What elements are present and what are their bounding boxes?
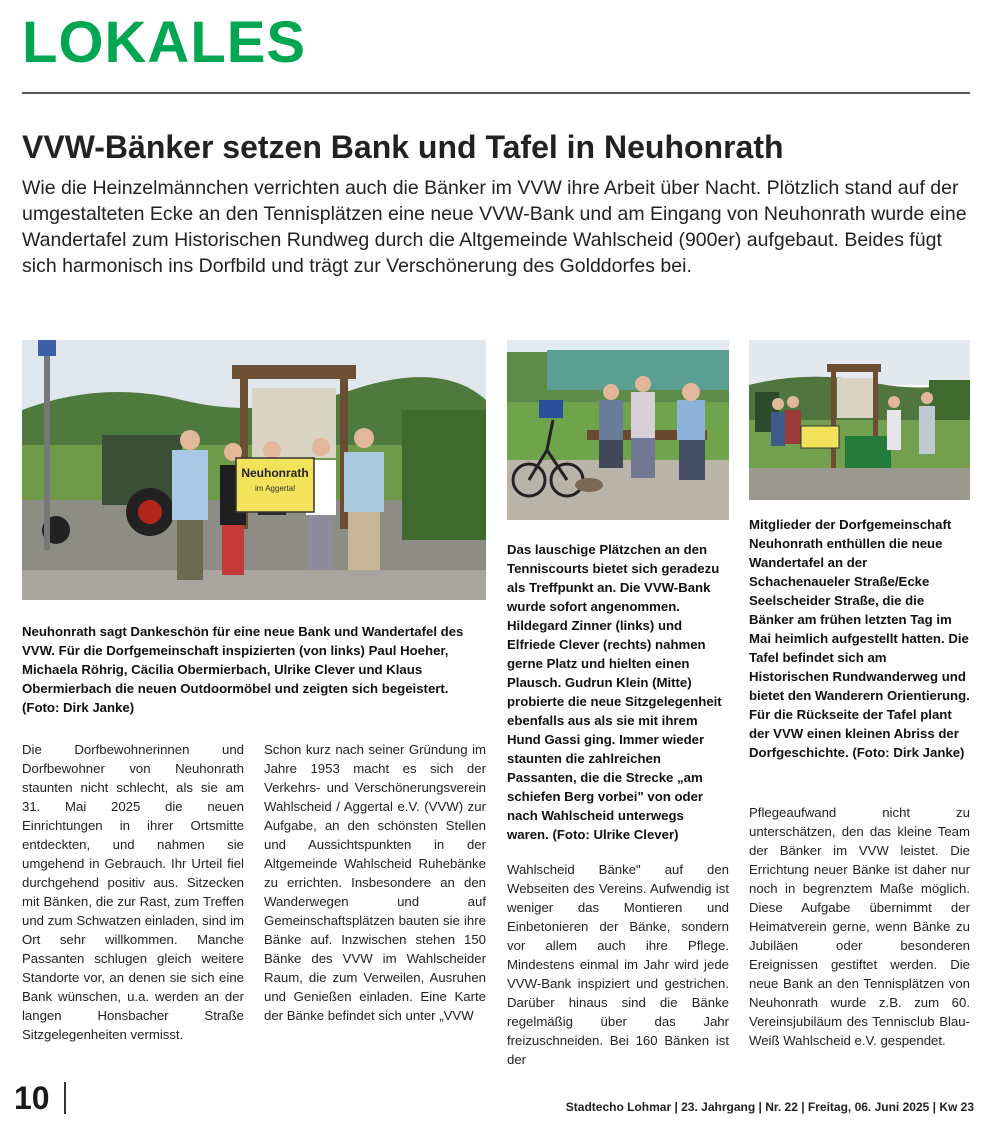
photo-unveiling-sign bbox=[749, 340, 970, 500]
section-title: LOKALES bbox=[22, 10, 307, 75]
footer-publication-info: Stadtecho Lohmar | 23. Jahrgang | Nr. 22 | Freitag, 06. Juni 2025 | Kw 23 bbox=[565, 1100, 974, 1114]
header-rule bbox=[22, 92, 970, 94]
article-lead: Wie die Heinzelmännchen verrichten auch die Bänker im VVW ihre Arbeit über Nacht. Plötzlich stand auf der umgestalteten Ecke an den Tennisplätzen eine neue VVW-Bank und am Eingang von Neuhonrath wurde eine Wandertafel zum Historischen Rundweg durch die Altgemeinde Wahlscheid (900er) aufgebaut. Beides fügt sich harmonisch ins Dorfbild und trägt zur Verschönerung des Golddorfes bei. bbox=[22, 177, 967, 277]
caption-sign-photo: Mitglieder der Dorfgemeinschaft Neuhonrath enthüllen die neue Wandertafel an der Schachenaueler Straße/Ecke Seelscheider Straße, die die Bänker am frühen letzten Tag im Mai heimlich aufgestellt hatten. Die Tafel befindet sich am Historischen Rundwanderweg und bietet den Wanderern Orientierung. Für die Rückseite der Tafel plant der VVW einen kleinen Abriss der Dorfgeschichte. (Foto: Dirk Janke) bbox=[749, 517, 970, 760]
photo-bench-tennis bbox=[507, 340, 729, 520]
body-column-1: Die Dorfbewohnerinnen und Dorfbewohner von Neuhonrath staunten nicht schlecht, als sie am 31. Mai 2025 die neuen Einrichtungen in ihrer Ortsmitte entdeckten, und nahmen sie umgehend in Gebrauch. Ihr Urteil fiel durchgehend positiv aus. Sitzecken mit Bänken, die zur Rast, zum Treffen und zum Schwatzen einladen, sind im Ort sehr willkommen. Manche Passanten schlugen gleich weitere Standorte vor, an denen sie sich eine Bank wünschen, u.a. werden an der langen Honsbacher Straße Sitzgelegenheiten vermisst. bbox=[22, 742, 244, 1042]
page-number: 10 bbox=[14, 1080, 50, 1116]
caption-bench-photo: Das lauschige Plätzchen an den Tenniscourts bietet sich geradezu als Treffpunkt an. Die VVW-Bank wurde sofort angenommen. Hildegard Zinner (links) und Elfriede Clever (rechts) nahmen gerne Platz und hielten einen Plausch. Gudrun Klein (Mitte) probierte die neue Sitzgelegenheit ebenfalls aus als sie mit ihrem Hund Gassi ging. Immer wieder staunten die zahlreichen Passanten, die die Strecke „am schiefen Berg vorbei" von oder nach Wahlscheid unterwegs waren. (Foto: Ulrike Clever) bbox=[507, 542, 722, 842]
photo-group-with-sign bbox=[22, 340, 486, 600]
caption-group-photo: Neuhonrath sagt Dankeschön für eine neue Bank und Wandertafel des VVW. Für die Dorfgemeinschaft inspizierten (von links) Paul Hoeher, Michaela Röhrig, Cäcilia Obermierbach, Ulrike Clever und Klaus Obermierbach die neuen Outdoormöbel und zeigten sich begeistert. (Foto: Dirk Janke) bbox=[22, 624, 464, 715]
sign-sub-text: im Aggertal bbox=[254, 484, 296, 493]
article-headline: VVW-Bänker setzen Bank und Tafel in Neuhonrath bbox=[22, 129, 784, 165]
body-column-3: Wahlscheid Bänke" auf den Webseiten des Vereins. Aufwendig ist weniger das Montieren und Einbetonieren der Bänke, sondern vor allem auch ihre Pflege. Mindestens einmal im Jahr wird jede VVW-Bank inspiziert und gestrichen. Darüber hinaus sind die Bänke regelmäßig über das Jahr freizuschneiden. Bei 160 Bänken ist der bbox=[507, 862, 729, 1067]
sign-main-text: Neuhonrath bbox=[241, 466, 309, 480]
body-column-4: Pflegeaufwand nicht zu unterschätzen, den das kleine Team der Bänker im VVW leistet. Die Errichtung neuer Bänke ist daher nur noch in begrenztem Maße möglich. Diese Aufgabe übernimmt der Heimatverein gerne, wenn Bänke zu Jubiläen oder besonderen Ereignissen gestiftet werden. Die neue Bank an den Tennisplätzen von Neuhonrath wurde z.B. zum 60. Vereinsjubiläum des Tennisclub Blau-Weiß Wahlscheid e.V. gespendet. bbox=[749, 805, 970, 1048]
footer-divider bbox=[64, 1082, 66, 1114]
body-column-2: Schon kurz nach seiner Gründung im Jahre 1953 macht es sich der Verkehrs- und Verschönerungsverein Wahlscheid / Aggertal e.V. (VVW) zur Aufgabe, an den schönsten Stellen und Aussichtspunkten in der Altgemeinde Wahlscheid Ruhebänke zu errichten. Insbesondere an den Wanderwegen und auf Gemeinschaftsplätzen bauten sie ihre Bänke auf. Inzwischen stehen 150 Bänke des VVW im Wahlscheider Raum, die zum Verweilen, Ausruhen und Genießen einladen. Eine Karte der Bänke befindet sich unter „VVW bbox=[264, 742, 486, 1023]
